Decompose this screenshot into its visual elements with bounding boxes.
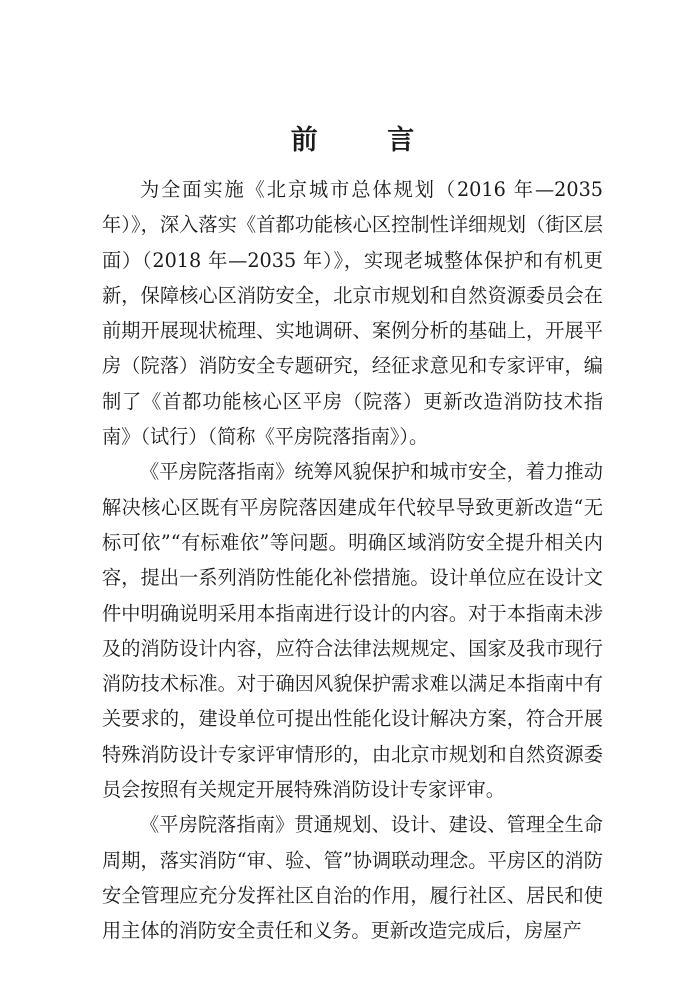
page-title: 前 言 <box>290 125 445 156</box>
paragraph-1: 为全面实施《北京城市总体规划（2016 年—2035 年）》，深入落实《首都功能核心区控制性详细规划（街区层面）（2018 年—2035 年）》，实现老城整体保护和有机更新，保障核心区消防安全，北京市规划和自然资源委员会在前期开展现状梳理、实地调研、案例分析的基础上，开展平房（院落）消防安全专题研究，经征求意见和专家评审，编制了《首都功能核心区平房（院落）更新改造消防技术指南》（试行）（简称《平房院落指南》）。 <box>102 178 603 449</box>
paragraph-3: 《平房院落指南》贯通规划、设计、建设、管理全生命周期，落实消防“审、验、管”协调联动理念。平房区的消防安全管理应充分发挥社区自治的作用，履行社区、居民和使用主体的消防安全责任和义务。更新改造完成后，房屋产 <box>102 813 603 943</box>
paragraph-2: 《平房院落指南》统筹风貌保护和城市安全，着力推动解决核心区既有平房院落因建成年代较早导致更新改造“无标可依”“有标难依”等问题。明确区域消防安全提升相关内容，提出一系列消防性能化补偿措施。设计单位应在设计文件中明确说明采用本指南进行设计的内容。对于本指南未涉及的消防设计内容，应符合法律法规规定、国家及我市现行消防技术标准。对于确因风貌保护需求难以满足本指南中有关要求的，建设单位可提出性能化设计解决方案，符合开展特殊消防设计专家评审情形的，由北京市规划和自然资源委员会按照有关规定开展特殊消防设计专家评审。 <box>102 460 603 802</box>
